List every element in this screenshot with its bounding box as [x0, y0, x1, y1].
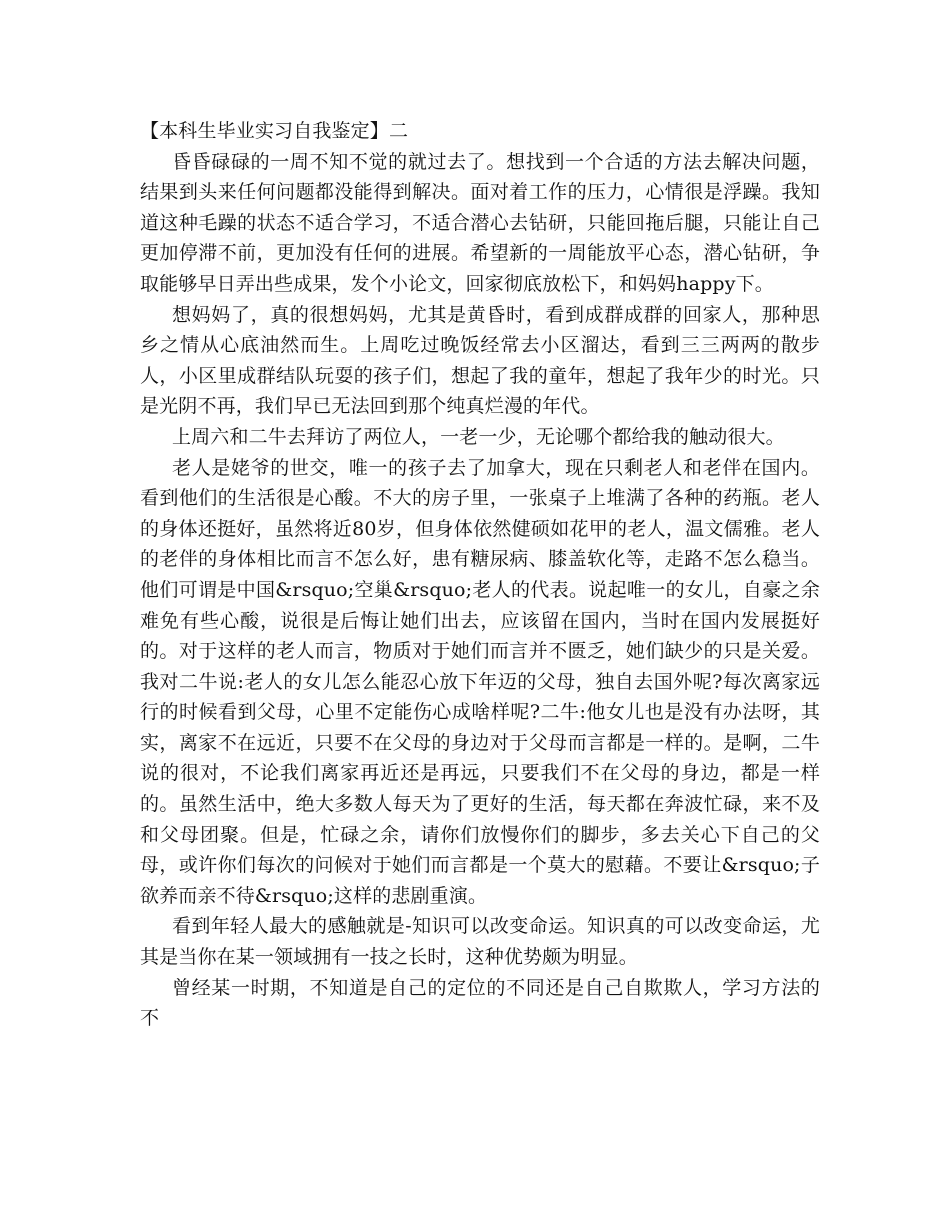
paragraph-past-period: 曾经某一时期，不知道是自己的定位的不同还是自己自欺欺人，学习方法的不 [140, 976, 820, 1030]
document-title: 【本科生毕业实习自我鉴定】二 [140, 120, 409, 142]
paragraph-knowledge-changes-fate: 看到年轻人最大的感触就是-知识可以改变命运。知识真的可以改变命运，尤其是当你在某一领域拥有一技之长时，这种优势颇为明显。 [140, 915, 820, 969]
paragraph-saturday-visit: 上周六和二牛去拜访了两位人，一老一少，无论哪个都给我的触动很大。 [172, 425, 785, 448]
document-body [140, 116, 820, 1034]
paragraph-elderly-couple: 老人是姥爷的世交，唯一的孩子去了加拿大，现在只剩老人和老伴在国内。看到他们的生活很是心酸。不大的房子里，一张桌子上堆满了各种的药瓶。老人的身体还挺好，虽然将近80岁，但身体依然健硕如花甲的老人，温文儒雅。老人的老伴的身体相比而言不怎么好，患有糖尿病、膝盖软化等，走路不怎么稳当。他们可谓是中国&rsquo;空巢&rsquo;老人的代表。说起唯一的女儿，自豪之余难免有些心酸，说很是后悔让她们出去，应该留在国内，当时在国内发展挺好的。对于这样的老人而言，物质对于她们而言并不匮乏，她们缺少的只是关爱。我对二牛说:老人的女儿怎么能忍心放下年迈的父母，独自去国外呢?每次离家远行的时候看到父母，心里不定能伤心成啥样呢?二牛:他女儿也是没有办法呀，其实，离家不在远近，只要不在父母的身边对于父母而言都是一样的。是啊，二牛说的很对，不论我们离家再近还是再远，只要我们不在父母的身边，都是一样的。虽然生活中，绝大多数人每天为了更好的生活，每天都在奔波忙碌，来不及和父母团聚。但是，忙碌之余，请你们放慢你们的脚步，多去关心下自己的父母，或许你们每次的问候对于她们而言都是一个莫大的慰藉。不要让&rsquo;子欲养而亲不待&rsquo;这样的悲剧重演。 [140, 456, 820, 907]
paragraph-missing-mother: 想妈妈了，真的很想妈妈，尤其是黄昏时，看到成群成群的回家人，那种思乡之情从心底油然而生。上周吃过晚饭经常去小区溜达，看到三三两两的散步人，小区里成群结队玩耍的孩子们，想起了我的童年，想起了我年少的时光。只是光阴不再，我们早已无法回到那个纯真烂漫的年代。 [140, 303, 820, 418]
paragraph-weekly-reflection: 昏昏碌碌的一周不知不觉的就过去了。想找到一个合适的方法去解决问题，结果到头来任何问题都没能得到解决。面对着工作的压力，心情很是浮躁。我知道这种毛躁的状态不适合学习，不适合潜心去钻研，只能回拖后腿，只能让自己更加停滞不前，更加没有任何的进展。希望新的一周能放平心态，潜心钻研，争取能够早日弄出些成果，发个小论文，回家彻底放松下，和妈妈happy下。 [140, 150, 820, 295]
